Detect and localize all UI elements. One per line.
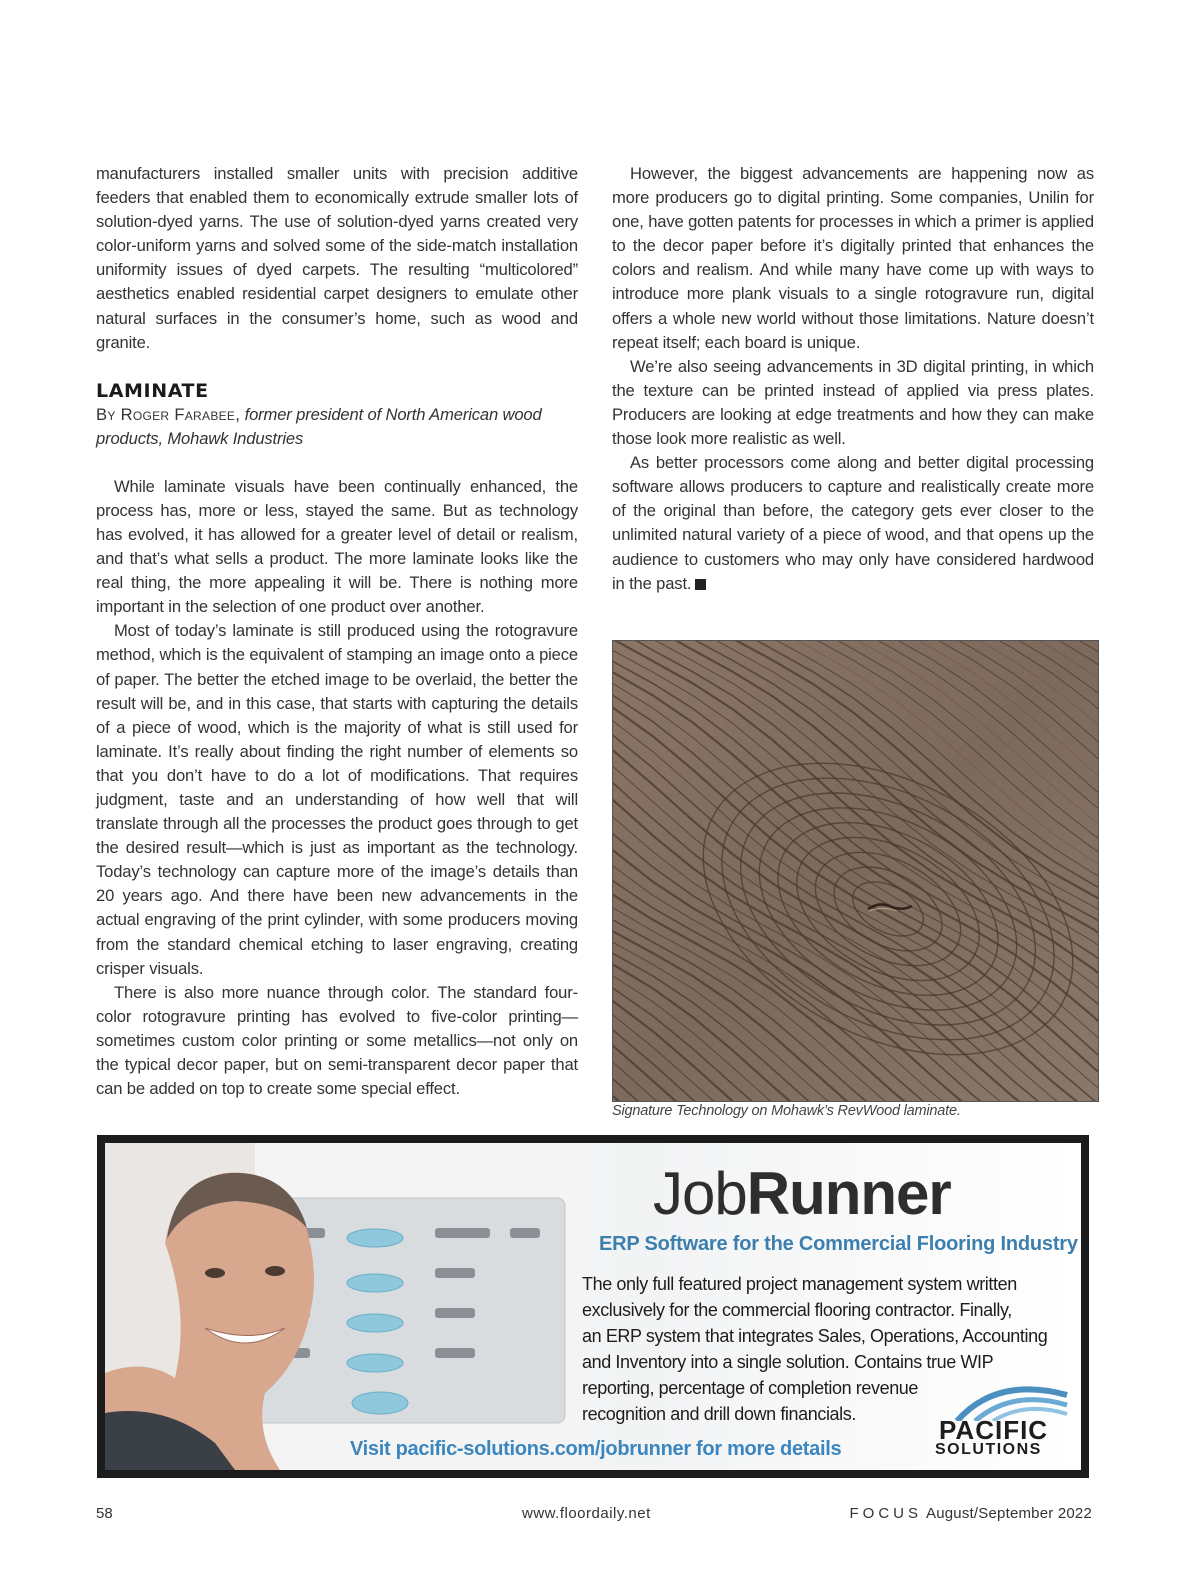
jobrunner-logo [653,1161,951,1227]
issue-date: August/September 2022 [926,1505,1092,1522]
brand-part-runner: Runner [746,1160,951,1227]
ad-body-line: recognition and drill down financials. [582,1404,856,1424]
right-column [612,162,1094,596]
logo-word-solutions: SOLUTIONS [935,1441,1042,1458]
ad-body-line: exclusively for the commercial flooring contractor. Finally, [582,1300,1012,1320]
byline [96,403,578,451]
body-paragraph: However, the biggest advancements are happening now as more producers go to digital printing. Some companies, Unilin for one, have gotten patents for processes in which a primer is applied to the decor paper before it’s digitally printed that enhances the colors and realism. And while many have come up with ways to introduce more plank visuals to a single rotogravure run, digital offers a whole new world without those limitations. Nature doesn’t repeat itself; each board is unique. [612,164,1094,352]
ad-body-line: an ERP system that integrates Sales, Operations, Accounting [582,1326,1048,1346]
byline-role: former president of North American wood products, Mohawk Industries [96,404,542,448]
ad-call-to-action-link[interactable]: Visit pacific-solutions.com/jobrunner for more details [350,1438,842,1460]
body-paragraph: Most of today’s laminate is still produced using the rotogravure method, which is the equivalent of stamping an image onto a piece of paper. The better the etched image to be overlaid, the better the result will be, and in this case, that starts with capturing the details of a piece of wood, which is the majority of what is still used for laminate. It’s really about finding the right number of elements so that you don’t have to do a lot of modifications. That requires judgment, taste and an understanding of how well that will translate through all the processes the product goes through to get the desired result—which is just as important as the technology. Today’s technology can capture more of the image’s details than 20 years ago. And there have been new advancements in the actual engraving of the print cylinder, with some producers moving from the standard chemical etching to laser engraving, creating crisper visuals. [96,621,578,978]
intro-paragraph: manufacturers installed smaller units with precision additive feeders that enabled them to economically extrude smaller lots of solution-dyed yarns. The use of solution-dyed yarns created very color-uniform yarns and solved some of the side-match installation uniformity issues of dyed carpets. The resulting “multicolored” aesthetics enabled residential carpet designers to emulate other natural surfaces in the consumer’s home, such as wood and granite. [96,164,578,352]
byline-author: By Roger Farabee, [96,404,241,424]
magazine-name: FOCUS [849,1505,923,1522]
body-paragraph: There is also more nuance through color. The standard four-color rotogravure printing has evolved to five-color printing—sometimes custom color printing or some metallics—not only on the typical decor paper, but on semi-transparent decor paper that can be added on top to create some special effect. [96,982,578,1099]
ad-illustration [105,1143,575,1470]
wood-grain-photo [612,640,1099,1102]
final-paragraph-text: As better processors come along and better digital processing software allows producers to capture and realistically create more of the original than before, the category gets ever closer to the unlimited natural variety of a piece of wood, and that opens up the audience to customers who may only have considered hardwood in the past. [612,453,1094,593]
ad-tagline: ERP Software for the Commercial Flooring Industry [599,1233,1078,1255]
brand-part-job: Job [653,1160,747,1227]
body-paragraph: While laminate visuals have been continually enhanced, the process has, more or less, stayed the same. But as technology has evolved, it has allowed for a greater level of detail or realism, and that’s what sells a product. The more laminate looks like the real thing, the more appealing it will be. There is nothing more important in the selection of one product over another. [96,476,578,617]
section-heading: LAMINATE [96,379,209,402]
end-mark-icon [695,579,706,590]
ad-body-line: The only full featured project management system written [582,1274,1017,1294]
footer-publication [850,1505,1092,1522]
body-paragraph-final [612,451,1094,596]
figure-caption: Signature Technology on Mohawk’s RevWood laminate. [612,1103,961,1119]
pacific-solutions-logo [927,1381,1077,1461]
jobrunner-advertisement[interactable] [97,1135,1089,1478]
ad-body-line: and Inventory into a single solution. Contains true WIP [582,1352,994,1372]
logo-word-pacific: PACIFIC [939,1415,1049,1445]
footer-website-link[interactable]: www.floordaily.net [522,1505,651,1522]
ad-panel [105,1143,1081,1470]
page-number: 58 [96,1505,113,1522]
ad-body-line: reporting, percentage of completion revenue [582,1378,919,1398]
left-column [96,162,578,1101]
body-paragraph: We’re also seeing advancements in 3D digital printing, in which the texture can be printed instead of applied via press plates. Producers are looking at edge treatments and how they can make those look more realistic as well. [612,356,1094,449]
